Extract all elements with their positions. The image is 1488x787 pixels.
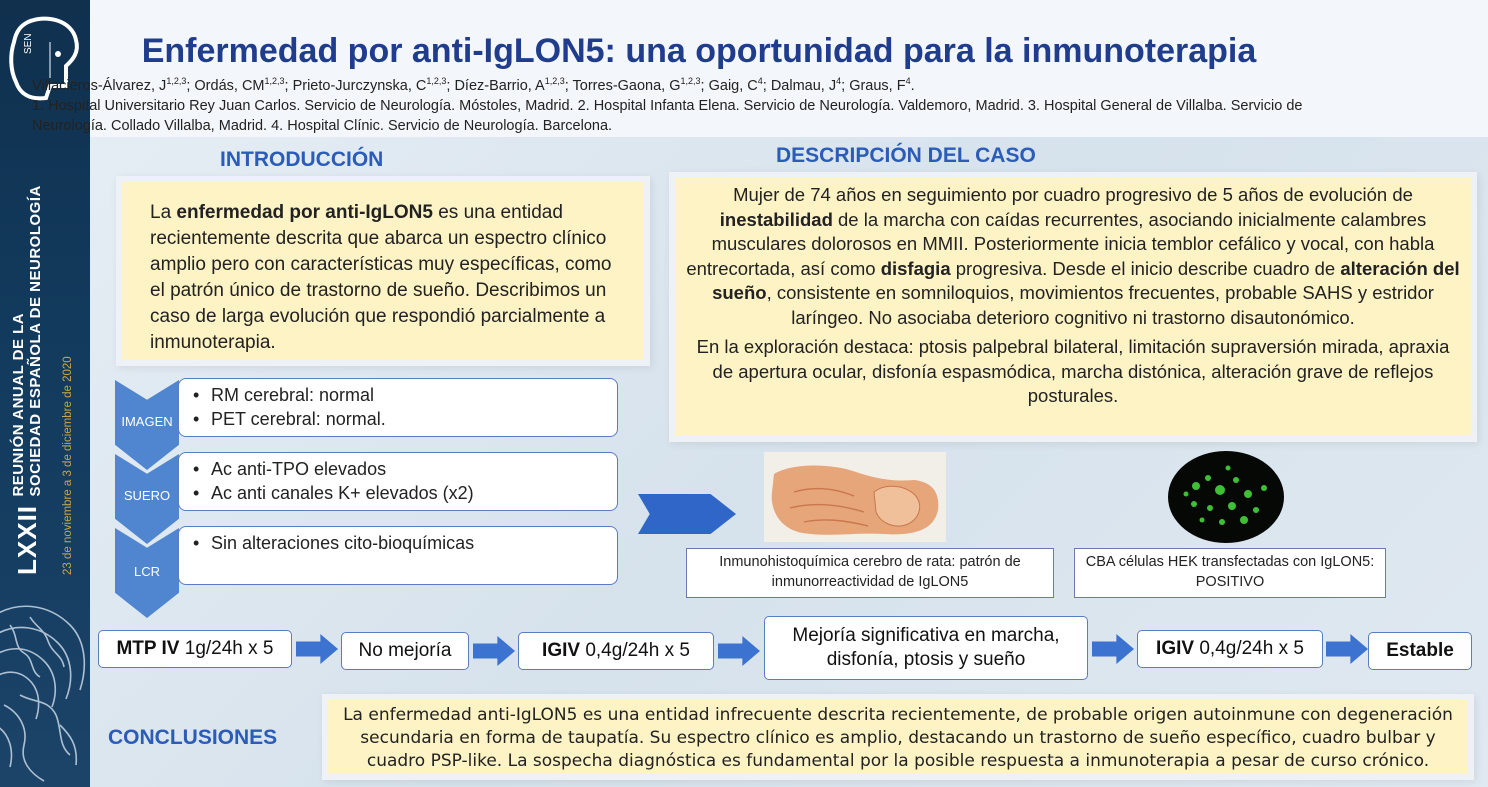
chevron-label: SUERO: [123, 488, 171, 503]
case-text: progresiva. Desde el inicio describe cuadro de: [950, 257, 1341, 279]
chevron-label: LCR: [133, 564, 160, 579]
list-item: • Ac anti canales K+ elevados (x2): [191, 481, 605, 505]
case-text: de la marcha con caídas recurrentes, asociando inicialmente calambres musculares dolorosos en MMII. Posteriormente inicia temblor cefálico y vocal, con habla entrecortada, así como: [686, 208, 1435, 279]
timeline-step-improvement: Mejoría significativa en marcha, disfonía, ptosis y sueño: [764, 616, 1088, 680]
step-dose: 0,4g/24h x 5: [580, 640, 690, 661]
timeline-step-no-improvement: No mejoría: [341, 632, 469, 670]
meeting-line1: REUNIÓN ANUAL DE LA: [10, 312, 27, 497]
meeting-title: [10, 175, 44, 575]
conclusions-box: La enfermedad anti-IgLON5 es una entidad infrecuente descrita recientemente, de probable origen autoinmune con degeneración secundaria en forma de taupatía. Su espectro clínico es amplio, destacando un trastorno de sueño específico, cuadro bulbar y cuadro PSP-like. La sospecha diagnóstica es fundamental por la posible respuesta a inmunoterapia a pesar de curso crónico.: [328, 700, 1468, 774]
intro-text-post: es una entidad recientemente descrita que abarca un espectro clínico amplio pero con características muy específicas, como el patrón único de trastorno de sueño. Describimos un caso de larga evolución que respondió parcialmente a inmunoterapia.: [150, 202, 612, 353]
meeting-number: LXXII: [11, 504, 42, 575]
step-drug: MTP IV: [116, 638, 180, 659]
conclusions-heading: CONCLUSIONES: [108, 726, 278, 749]
case-text: Mujer de 74 años en seguimiento por cuadro progresivo de 5 años de evolución de: [733, 184, 1413, 205]
meeting-line2: SOCIEDAD ESPAÑOLA DE NEUROLOGÍA: [27, 185, 44, 497]
step-drug: IGIV: [542, 640, 581, 661]
step-drug: IGIV: [1156, 638, 1195, 659]
intro-text-bold: enfermedad por anti-IgLON5: [176, 202, 433, 223]
test-box-lcr: [178, 526, 618, 585]
ihc-caption: Inmunohistoquímica cerebro de rata: patrón de inmunorreactividad de IgLON5: [686, 548, 1054, 598]
case-keyword: inestabilidad: [719, 208, 833, 230]
page-title: Enfermedad por anti-IgLON5: una oportunidad para la inmunoterapia: [141, 32, 1257, 70]
timeline-step-mtp: [98, 630, 292, 668]
timeline-step-igiv-1: [518, 632, 714, 670]
case-text: , consistente en somniloquios, movimientos frecuentes, probable SAHS y estridor laríngeo. No asociaba deterioro cognitivo ni trastorno disautonómico.: [766, 282, 1434, 328]
cba-image: [1166, 450, 1286, 544]
case-paragraph-1: [685, 183, 1461, 330]
chevron-label: IMAGEN: [121, 414, 173, 429]
cba-caption: CBA células HEK transfectadas con IgLON5: POSITIVO: [1074, 548, 1386, 598]
timeline-step-igiv-2: [1137, 630, 1323, 668]
intro-heading: INTRODUCCIÓN: [220, 148, 384, 171]
list-item: • RM cerebral: normal: [191, 383, 605, 407]
meeting-date: 23 de noviembre a 3 de diciembre de 2020: [62, 356, 74, 575]
step-dose: 0,4g/24h x 5: [1194, 638, 1304, 659]
test-box-suero: [178, 452, 618, 511]
step-dose: 1g/24h x 5: [179, 638, 274, 659]
ihc-image: [764, 452, 946, 542]
case-paragraph-2: En la exploración destaca: ptosis palpebral bilateral, limitación supraversión mirada, apraxia de apertura ocular, disfonía espasmódica, marcha distónica, alteración grave de reflejos posturales.: [696, 336, 1450, 406]
timeline-step-stable: Estable: [1368, 632, 1472, 670]
case-box: [675, 178, 1471, 436]
test-box-imagen: [178, 378, 618, 437]
case-keyword: disfagia: [880, 257, 951, 279]
list-item: • Ac anti-TPO elevados: [191, 457, 605, 481]
logo-text: SEN: [23, 33, 34, 54]
case-heading: DESCRIPCIÓN DEL CASO: [776, 144, 1036, 167]
list-item: • Sin alteraciones cito-bioquímicas: [191, 531, 605, 555]
affiliations: 1. Hospital Universitario Rey Juan Carlos. Servicio de Neurología. Móstoles, Madrid. 2. Hospital Infanta Elena. Servicio de Neurología. Valdemoro, Madrid. 3. Hospital General de Villalba. Servicio de Neurología. Collado Villalba, Madrid. 4. Hospital Clínic. Servicio de Neurología. Barcelona.: [32, 98, 1303, 134]
list-item: • PET cerebral: normal.: [191, 407, 605, 431]
brain-illustration: [0, 595, 90, 787]
case-keyword: alteración del sueño: [712, 257, 1460, 303]
intro-box: [122, 182, 644, 360]
authors: Villacieros-Álvarez, J$^{1,2,3}$; Ordás, CM$^{1,2,3}$; Prieto-Jurczynska, C$^{1,2,3}$; Díez-Barrio, A$^{1,2,3}$; Torres-Gaona, G$^{1,2,3}$; Gaig, $C^4$; Dalmau, $J^4$; Graus, $F^4$.: [32, 76, 915, 94]
intro-text-pre: La: [150, 202, 177, 223]
